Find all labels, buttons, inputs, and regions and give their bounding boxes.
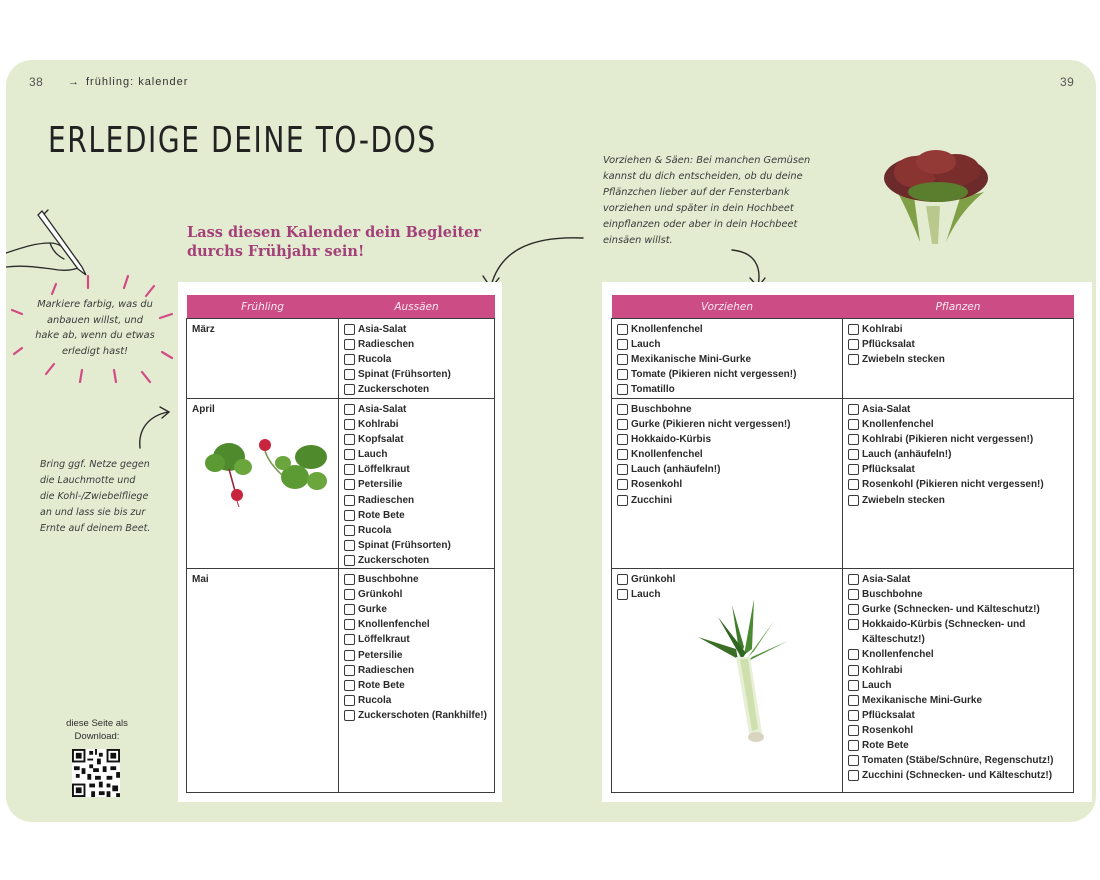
aussaeen-cell [339,399,495,569]
highlight-dashes-decoration [10,268,180,386]
month-cell: Mai [187,569,339,793]
checklist-item-label: Lauch [631,589,661,601]
checklist-item-label: Kopfsalat [358,434,404,446]
checklist-item-label: Rote Bete [358,679,405,691]
checklist-item-label: Tomaten (Stäbe/Schnüre, Regenschutz!) [862,755,1054,767]
arrow-right-icon: → [68,76,80,88]
checkbox[interactable] [344,555,355,566]
checkbox[interactable] [848,740,859,751]
column-header: Aussäen [339,295,495,319]
checklist-item[interactable] [344,367,490,382]
checklist-item[interactable] [344,663,490,678]
checklist-item-label: Rosenkohl (Pikieren nicht vergessen!) [862,479,1044,491]
checklist-item[interactable] [344,447,490,462]
checklist-item[interactable] [344,462,490,477]
checklist-item-label: Asia-Salat [862,404,911,415]
checklist-item-label: Lauch (anhäufeln!) [862,449,952,461]
checklist-item[interactable] [344,382,490,397]
checklist-item-label: Zucchini (Schnecken- und Kälteschutz!) [862,770,1053,782]
left-page-number: 38 [29,75,44,89]
checklist-item-label: Spinat (Frühsorten) [358,539,451,551]
checklist-item-label: Pflücksalat [862,339,915,351]
checkbox[interactable] [617,419,628,430]
checkbox[interactable] [848,710,859,721]
checkbox[interactable] [344,384,355,395]
month-cell: März [187,319,339,399]
checklist-item-label: Grünkohl [631,574,676,585]
checklist-item-label: Buschbohne [862,589,923,601]
left-calendar-table [186,295,495,793]
checklist-item-label: Radieschen [358,494,415,506]
checkbox[interactable] [344,419,355,430]
checkbox[interactable] [848,680,859,691]
checkbox[interactable] [617,479,628,490]
checklist-item[interactable] [617,432,838,447]
checklist-item-label: Lauch [862,679,892,691]
checklist-item-label: Hokkaido-Kürbis (Schnecken- und Kälteschutz!) [862,619,1026,646]
checklist-item[interactable] [848,477,1069,492]
checkbox[interactable] [848,434,859,445]
checklist-item-label: Knollenfenchel [862,419,934,431]
checkbox[interactable] [617,324,628,335]
checklist-item-label: Petersilie [358,479,403,491]
checkbox[interactable] [344,339,355,350]
checklist-item-label: Löffelkraut [358,634,410,646]
checklist-item-label: Grünkohl [358,589,403,601]
checklist-item-label: Kohlrabi [862,664,903,676]
checkbox[interactable] [344,589,355,600]
checkbox[interactable] [617,354,628,365]
checklist [848,322,1069,367]
vorziehen-cell [612,399,843,569]
checklist-item-label: Kohlrabi [862,324,903,335]
checklist-item[interactable] [848,352,1069,367]
checklist-item-label: Radieschen [358,664,415,676]
note-netze: Bring ggf. Netze gegen die Lauchmotte und die Kohl-/Zwiebelfliege an und lass sie bis zur Ernte auf deinem Beet. [40,459,151,534]
checklist-item-label: Pflücksalat [862,464,915,476]
checkbox[interactable] [848,725,859,736]
checkbox[interactable] [617,339,628,350]
checklist-item-label: Petersilie [358,649,403,661]
checklist-item-label: Löffelkraut [358,464,410,476]
checkbox[interactable] [617,384,628,395]
checklist-item-label: Lauch [631,339,661,351]
checkbox[interactable] [617,574,628,585]
checkbox[interactable] [344,369,355,380]
checklist-item[interactable] [848,337,1069,352]
checklist-item-label: Mexikanische Mini-Gurke [862,694,983,706]
checklist [344,402,490,568]
checklist-item[interactable] [848,417,1069,432]
checklist-item-label: Lauch [358,449,388,461]
lettuce-image [880,146,996,246]
checklist-item[interactable] [848,602,1069,617]
checklist-item-label: Rosenkohl [862,724,914,736]
checkbox[interactable] [848,649,859,660]
checkbox[interactable] [344,495,355,506]
checklist-item[interactable] [848,663,1069,678]
checkbox[interactable] [344,324,355,335]
checklist-item[interactable] [848,462,1069,477]
checkbox[interactable] [848,619,859,630]
checkbox[interactable] [848,604,859,615]
pflanzen-cell [843,399,1074,569]
checklist-item[interactable] [848,572,1069,587]
right-page-number: 39 [1060,75,1075,89]
checklist-item-label: Asia-Salat [358,324,407,335]
checklist-item[interactable] [617,477,838,492]
checklist-item-label: Radieschen [358,339,415,351]
page-subtitle: Lass diesen Kalender dein Begleiter durchs Frühjahr sein! [187,224,482,260]
checklist-item[interactable] [848,708,1069,723]
checklist-item-label: Zuckerschoten [358,554,430,566]
checkbox[interactable] [848,324,859,335]
note-markiere: Markiere farbig, was du anbauen willst, und hake ab, wenn du etwas erledigt hast! [35,299,155,357]
checklist-item[interactable] [344,648,490,663]
checklist-item-label: Buschbohne [631,404,692,415]
checklist-item-label: Rucola [358,524,392,536]
checklist-item-label: Knollenfenchel [631,324,703,335]
checklist-item-label: Tomate (Pikieren nicht vergessen!) [631,369,797,381]
checklist-item[interactable] [617,337,838,352]
checklist-item[interactable] [617,352,838,367]
vorziehen-cell [612,319,843,399]
checkbox[interactable] [344,574,355,585]
checkbox[interactable] [617,495,628,506]
checkbox[interactable] [848,495,859,506]
checkbox[interactable] [344,619,355,630]
qr-code-icon[interactable] [72,749,120,797]
checklist-item-label: Rucola [358,694,392,706]
checklist-item[interactable] [344,477,490,492]
checklist-item[interactable] [344,617,490,632]
checkbox[interactable] [848,354,859,365]
checkbox[interactable] [344,464,355,475]
checklist-item[interactable] [617,572,838,587]
checkbox[interactable] [848,479,859,490]
checkbox[interactable] [617,369,628,380]
checklist-item-label: Zwiebeln stecken [862,354,945,366]
checklist-item[interactable] [848,432,1069,447]
radish-image [199,433,331,509]
checklist-item[interactable] [848,447,1069,462]
checklist-item[interactable] [344,693,490,708]
checkbox[interactable] [848,770,859,781]
checklist [344,322,490,397]
month-label: April [192,404,215,415]
checkbox[interactable] [344,604,355,615]
checklist-item-label: Tomatillo [631,384,675,396]
checkbox[interactable] [344,510,355,521]
checklist-item[interactable] [344,587,490,602]
breadcrumb [68,76,188,88]
checkbox[interactable] [344,634,355,645]
checklist-item[interactable] [344,417,490,432]
page-title: ERLEDIGE DEINE TO-DOS [48,120,437,161]
checkbox[interactable] [848,589,859,600]
checklist-item-label: Kohlrabi (Pikieren nicht vergessen!) [862,434,1034,446]
leek-image [692,597,792,747]
checklist-item-label: Asia-Salat [358,404,407,415]
checklist-item[interactable] [344,538,490,553]
checklist-item[interactable] [617,322,838,337]
note-vorziehen-saeen: Vorziehen & Säen: Bei manchen Gemüsen kannst du dich entscheiden, ob du deine Pflänzchen lieber auf der Fensterbank vorziehen und später in dein Hochbeet einpflanzen oder aber in dein Hochbeet einsäen willst. [603,155,811,246]
checklist [617,402,838,508]
checklist-item[interactable] [344,678,490,693]
checkbox[interactable] [344,479,355,490]
checklist-item-label: Rote Bete [862,740,909,752]
checkbox[interactable] [344,434,355,445]
checkbox[interactable] [344,449,355,460]
checkbox[interactable] [344,665,355,676]
checklist-item[interactable] [344,337,490,352]
checklist-item-label: Zwiebeln stecken [862,494,945,506]
checkbox[interactable] [617,449,628,460]
checklist-item-label: Zuckerschoten (Rankhilfe!) [358,709,487,721]
checklist-item[interactable] [617,462,838,477]
checklist-item[interactable] [848,723,1069,738]
checklist-item[interactable] [848,493,1069,508]
download-label: diese Seite als Download: [66,718,128,742]
checkbox[interactable] [848,449,859,460]
month-cell [187,399,339,569]
checklist-item[interactable] [344,493,490,508]
aussaeen-cell [339,319,495,399]
column-header: Pflanzen [843,295,1074,319]
checklist-item[interactable] [617,493,838,508]
checklist-item-label: Rote Bete [358,509,405,521]
pflanzen-cell [843,319,1074,399]
checkbox[interactable] [848,574,859,585]
checklist-item[interactable] [344,708,490,723]
checklist [344,572,490,723]
checkbox[interactable] [344,354,355,365]
arrow-curve-icon [134,404,174,450]
checkbox[interactable] [344,525,355,536]
checklist-item[interactable] [344,352,490,367]
checklist-item[interactable] [344,402,490,417]
checkbox[interactable] [617,404,628,415]
checklist-item-label: Rucola [358,354,392,366]
checklist-item-label: Hokkaido-Kürbis [631,434,712,446]
checkbox[interactable] [617,589,628,600]
checkbox[interactable] [848,339,859,350]
checklist-item[interactable] [617,402,838,417]
checklist-item[interactable] [848,753,1069,768]
column-header: Frühling [187,295,339,319]
checklist-item-label: Spinat (Frühsorten) [358,369,451,381]
checkbox[interactable] [344,650,355,661]
checklist-item[interactable] [848,587,1069,602]
checklist-item[interactable] [344,432,490,447]
checklist-item-label: Knollenfenchel [358,619,430,631]
checklist-item[interactable] [848,322,1069,337]
checkbox[interactable] [344,404,355,415]
checklist-item-label: Mexikanische Mini-Gurke [631,354,752,366]
checklist-item[interactable] [344,322,490,337]
checklist-item-label: Asia-Salat [862,574,911,585]
checkbox[interactable] [848,419,859,430]
aussaeen-cell [339,569,495,793]
checkbox[interactable] [344,540,355,551]
checklist-item-label: Kohlrabi [358,419,399,431]
checklist [848,402,1069,508]
column-header: Vorziehen [612,295,843,319]
checklist-item[interactable] [848,678,1069,693]
vorziehen-cell [612,569,843,793]
checkbox[interactable] [848,695,859,706]
checkbox[interactable] [848,404,859,415]
pflanzen-cell [843,569,1074,793]
checklist-item-label: Knollenfenchel [631,449,703,461]
checkbox[interactable] [617,434,628,445]
checkbox[interactable] [617,464,628,475]
checklist-item-label: Pflücksalat [862,709,915,721]
checklist-item[interactable] [344,602,490,617]
checklist-item[interactable] [617,417,838,432]
checkbox[interactable] [344,710,355,721]
checkbox[interactable] [344,680,355,691]
checklist-item-label: Rosenkohl [631,479,683,491]
breadcrumb-label: frühling: kalender [86,76,189,88]
checklist-item-label: Lauch (anhäufeln!) [631,464,721,476]
checklist-item[interactable] [848,768,1069,783]
checklist-item[interactable] [344,508,490,523]
checklist-item[interactable] [344,553,490,568]
checklist-item[interactable] [617,447,838,462]
checklist-item[interactable] [344,523,490,538]
checklist-item-label: Gurke (Pikieren nicht vergessen!) [631,419,791,431]
checklist [617,322,838,397]
checklist-item-label: Gurke (Schnecken- und Kälteschutz!) [862,604,1040,616]
checklist-item-label: Gurke [358,604,387,616]
checkbox[interactable] [848,755,859,766]
checkbox[interactable] [848,464,859,475]
checklist-item[interactable] [617,367,838,382]
checklist-item[interactable] [617,382,838,397]
checklist-item[interactable] [344,572,490,587]
right-calendar-table [611,295,1074,793]
checkbox[interactable] [848,665,859,676]
checklist-item[interactable] [848,647,1069,662]
checklist-item[interactable] [344,632,490,647]
checklist-item-label: Zuckerschoten [358,384,430,396]
checklist [848,572,1069,783]
checklist-item[interactable] [848,738,1069,753]
checklist-item[interactable] [848,693,1069,708]
checklist-item-label: Knollenfenchel [862,649,934,661]
checklist-item[interactable] [848,617,1069,647]
checklist-item-label: Zucchini [631,494,673,506]
checklist-item[interactable] [848,402,1069,417]
checklist-item-label: Buschbohne [358,574,419,586]
checkbox[interactable] [344,695,355,706]
